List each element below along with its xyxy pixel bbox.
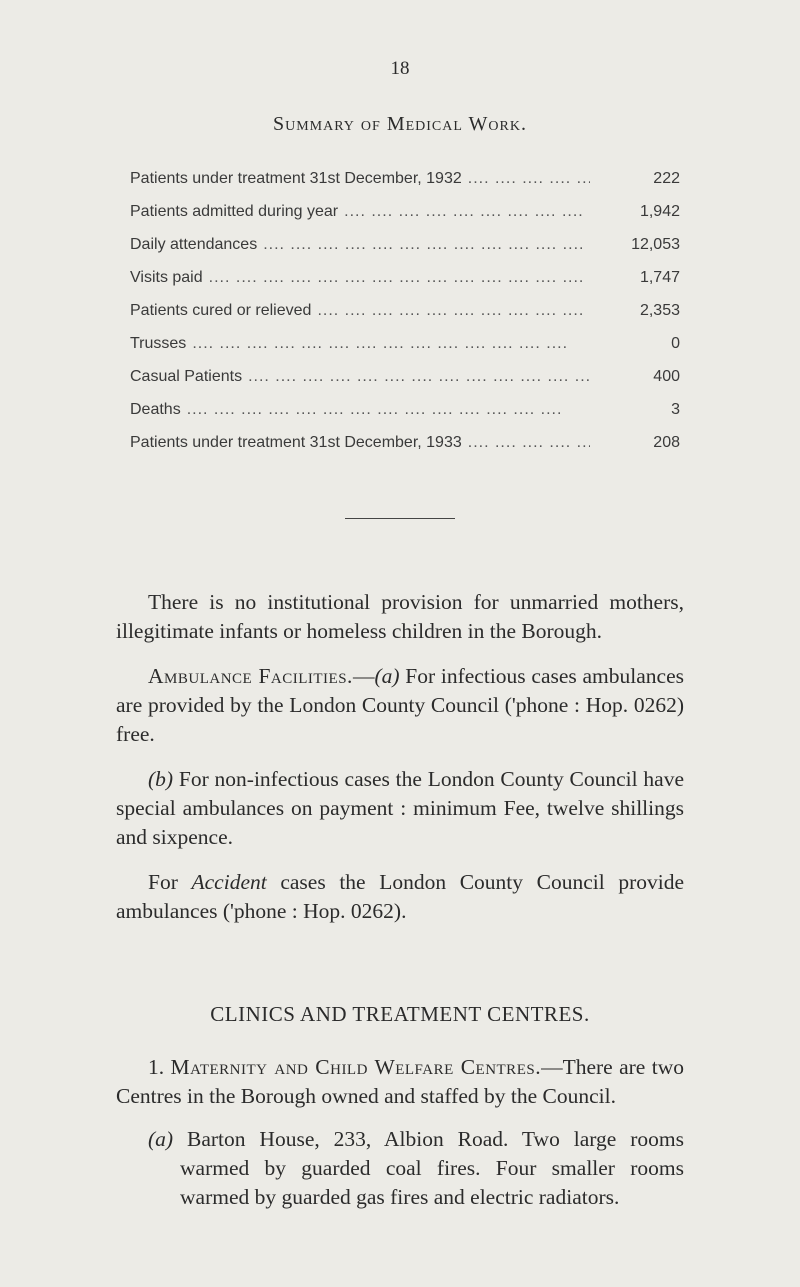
row-value: 1,747 bbox=[639, 269, 680, 286]
row-value: 3 bbox=[671, 401, 680, 418]
accident-word: Accident bbox=[191, 870, 267, 894]
maternity-text: There are two Centres in the Borough owned and staffed by the Council. bbox=[116, 1055, 685, 1108]
row-label: Visits paid bbox=[130, 269, 203, 286]
ambulance-paragraph-a: Ambulance Facilities.—(a) For infectious cases ambulances are provided by the London County Council ('phone : Hop. 0262) free. bbox=[116, 664, 685, 746]
row-label: Deaths bbox=[130, 401, 181, 418]
accident-paragraph: For Accident cases the London County Council provide ambulances ('phone : Hop. 0262). bbox=[116, 870, 685, 923]
table-row bbox=[130, 162, 680, 195]
body-text bbox=[116, 588, 684, 926]
maternity-heading: Maternity and Child Welfare Centres. bbox=[170, 1055, 542, 1079]
row-value: 400 bbox=[653, 368, 680, 385]
row-label: Casual Patients bbox=[130, 368, 243, 385]
clinics-heading: CLINICS AND TREATMENT CENTRES. bbox=[210, 1002, 590, 1026]
row-value: 12,053 bbox=[631, 236, 680, 253]
accident-text: cases the London County Council provide ambulances ('phone : Hop. 0262). bbox=[116, 870, 685, 923]
maternity-paragraph: 1. Maternity and Child Welfare Centres.—There are two Centres in the Borough owned and staffed by the Council. bbox=[116, 1055, 685, 1108]
ambulance-b-text: For non-infectious cases the London County Council have special ambulances on payment : minimum Fee, twelve shillings and sixpence. bbox=[116, 767, 684, 849]
table-row bbox=[130, 294, 680, 327]
barton-house-paragraph bbox=[116, 1125, 684, 1212]
row-label: Daily attendances bbox=[130, 236, 258, 253]
page-number: 18 bbox=[390, 58, 410, 79]
table-row bbox=[130, 426, 680, 459]
row-label: Patients under treatment 31st December, 1933 bbox=[130, 434, 462, 451]
row-value: 208 bbox=[653, 434, 680, 451]
table-row bbox=[130, 393, 680, 426]
table-row bbox=[130, 228, 680, 261]
row-value: 222 bbox=[653, 170, 680, 187]
summary-title: Summary of Medical Work. bbox=[273, 113, 527, 135]
barton-house-text: Barton House, 233, Albion Road. Two large rooms warmed by guarded coal fires. Four smaller rooms warmed by guarded gas fires and electric radiators. bbox=[180, 1127, 684, 1209]
clinics-text bbox=[116, 1053, 684, 1212]
ambulance-heading: Ambulance Facilities. bbox=[148, 664, 353, 688]
item-marker: (b) bbox=[148, 767, 174, 791]
row-value: 1,942 bbox=[639, 203, 680, 220]
ambulance-a-text: For infectious cases ambulances are provided by the London County Council ('phone : Hop. 0262) free. bbox=[116, 664, 685, 746]
row-value: 2,353 bbox=[639, 302, 680, 319]
institutional-paragraph: There is no institutional provision for unmarried mothers, illegitimate infants or homeless children in the Borough. bbox=[116, 590, 684, 643]
item-number: 1. bbox=[148, 1055, 165, 1079]
row-label: Trusses bbox=[130, 335, 187, 352]
section-divider bbox=[345, 518, 455, 519]
row-value: 0 bbox=[671, 335, 680, 352]
table-row bbox=[130, 195, 680, 228]
row-label: Patients admitted during year bbox=[130, 203, 339, 220]
table-row bbox=[130, 261, 680, 294]
table-row bbox=[130, 327, 680, 360]
summary-table bbox=[130, 162, 680, 459]
table-row bbox=[130, 360, 680, 393]
row-label: Patients under treatment 31st December, 1932 bbox=[130, 170, 462, 187]
item-marker: (a) bbox=[374, 664, 400, 688]
item-marker: (a) bbox=[148, 1127, 174, 1151]
row-label: Patients cured or relieved bbox=[130, 302, 312, 319]
ambulance-paragraph-b bbox=[116, 765, 684, 852]
